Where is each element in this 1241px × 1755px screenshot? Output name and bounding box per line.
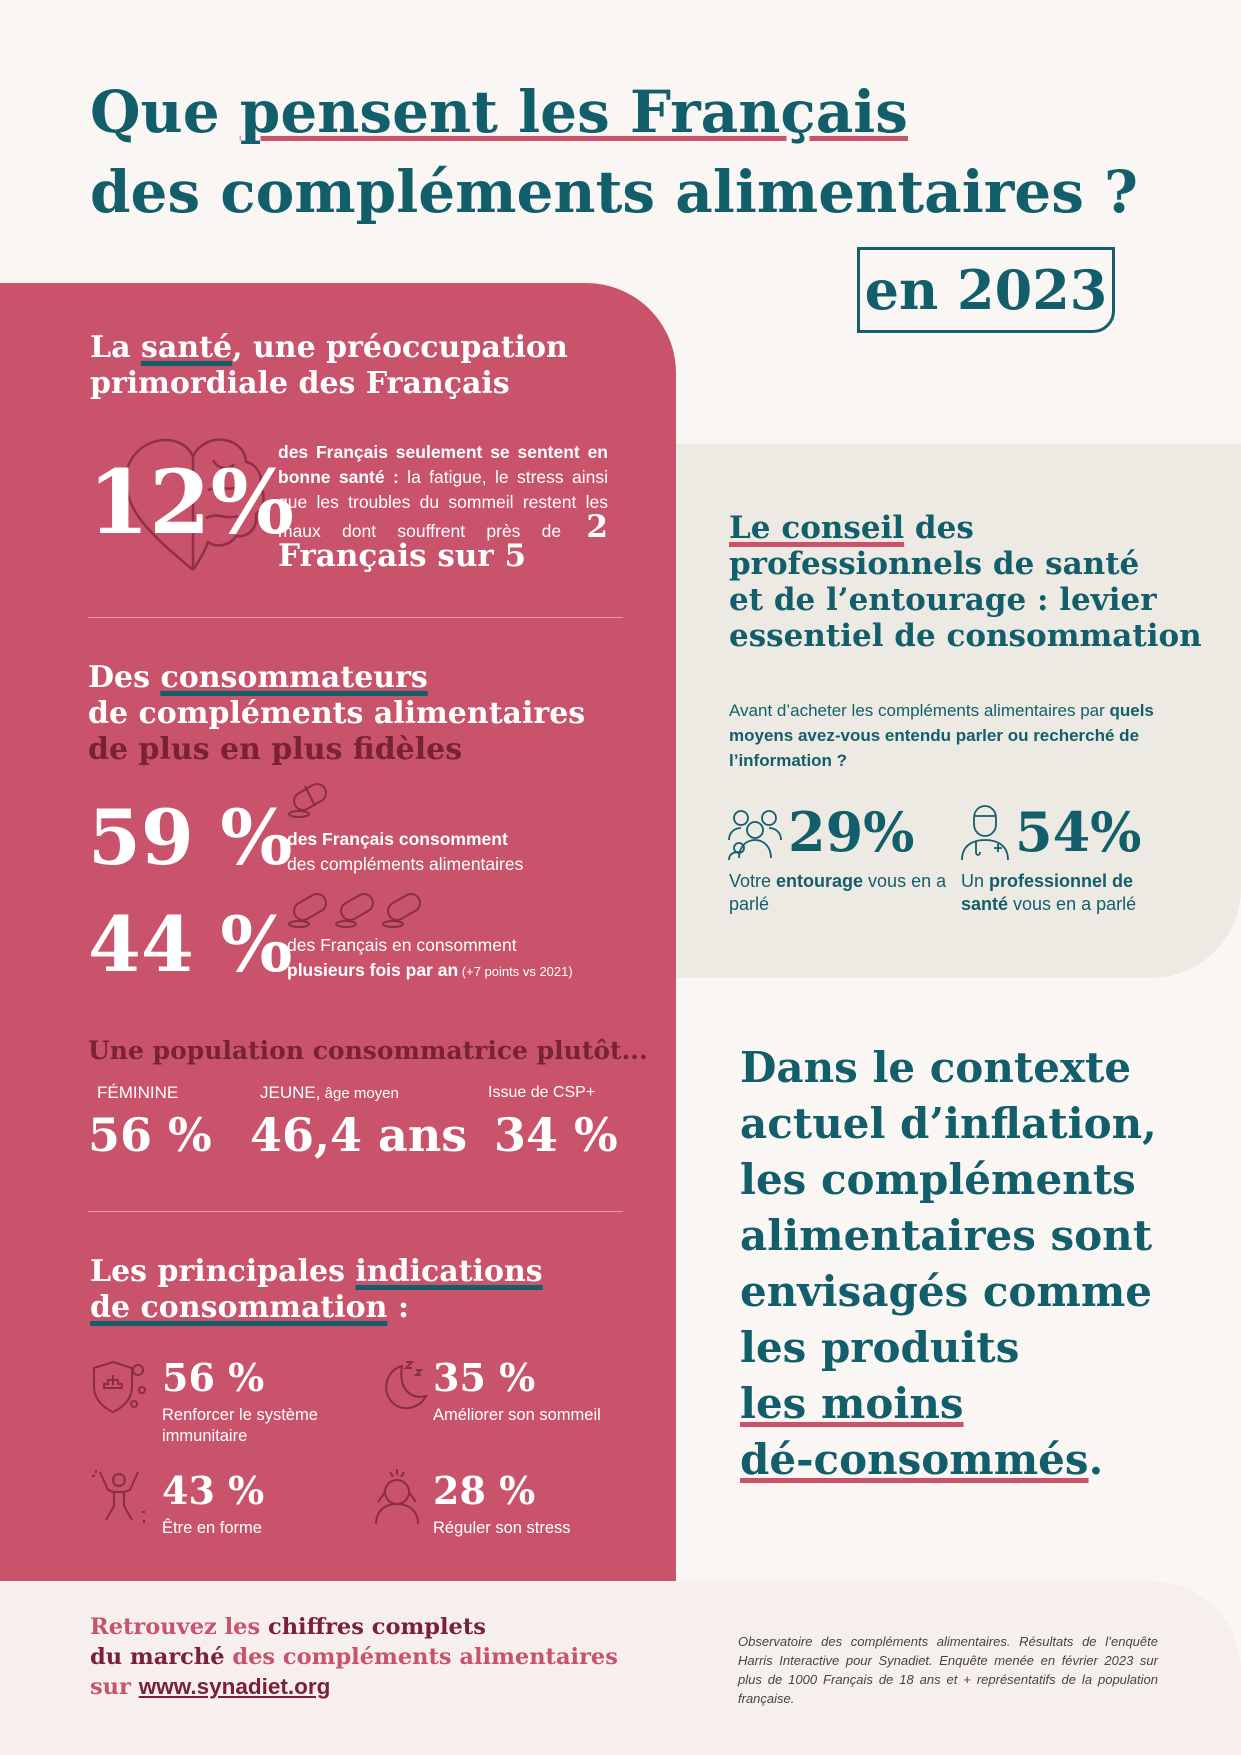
advice-stat-professional: 54% (1015, 800, 1142, 864)
population-value-csp: 34 % (494, 1108, 618, 1162)
indication-label-stress: Réguler son stress (433, 1519, 571, 1537)
population-heading: Une population consommatrice plutôt... (88, 1036, 648, 1065)
capsules-icon (285, 890, 430, 930)
consumers-text-1: des Français consomment des compléments alimentaires (287, 829, 524, 874)
consumers-heading: Des consommateurs de compléments alimentaires de plus en plus fidèles (88, 660, 586, 767)
synadiet-link[interactable]: www.synadiet.org (138, 1674, 331, 1699)
health-stat: 12% (88, 450, 295, 554)
consumers-stat-2: 44 % (88, 900, 293, 989)
health-heading: La santé, une préoccupation primordiale des Français (90, 330, 568, 401)
inflation-quote: Dans le contexte actuel d’inflation, les compléments alimentaires sont envisagés comme les produits les moins dé-consommés. (740, 1043, 1157, 1484)
indication-label-sleep: Améliorer son sommeil (433, 1406, 601, 1424)
indication-value-immune: 56 % (162, 1355, 265, 1400)
divider (88, 1211, 623, 1212)
indication-value-sleep: 35 % (433, 1355, 536, 1400)
people-group-icon (727, 804, 783, 860)
footer-cta: Retrouvez les chiffres complets du marché des compléments alimentaires sur www.synadiet.org (90, 1614, 618, 1700)
advice-question: Avant d’acheter les compléments alimentaires par quels moyens avez-vous entendu parler ou recherché de l’information ? (729, 701, 1154, 770)
population-value-female: 56 % (88, 1108, 212, 1162)
population-value-young: 46,4 ans (250, 1108, 468, 1162)
population-label-young: JEUNE, âge moyen (260, 1083, 399, 1102)
consumers-text-2: des Français en consomment plusieurs fois par an (+7 points vs 2021) (287, 935, 573, 980)
advice-label-professional: Un professionnel de santé vous en a parlé (961, 871, 1137, 914)
source-note: Observatoire des compléments alimentaires. Résultats de l’enquête Harris Interactive pour Synadiet. Enquête menée en février 2023 sur plus de 1000 Français de 18 ans et + représentatifs de la population française. (738, 1634, 1158, 1706)
doctor-icon (960, 804, 1010, 860)
health-text: des Français seulement se sentent en bonne santé : la fatigue, le stress ainsi que les troubles du sommeil restent les maux dont souffrent près de 2 Français sur 5 (278, 442, 608, 574)
fitness-person-icon (88, 1466, 150, 1528)
indication-value-fitness: 43 % (162, 1468, 265, 1513)
sleep-moon-icon (372, 1356, 434, 1418)
page-title: Que pensent les Français des compléments alimentaires ? (90, 78, 1139, 226)
indication-label-fitness: Être en forme (162, 1519, 262, 1537)
consumers-stat-1: 59 % (88, 793, 293, 882)
stress-head-icon (366, 1466, 428, 1528)
divider (88, 617, 623, 618)
health-highlight: 2 Français sur 5 (278, 509, 608, 574)
indication-value-stress: 28 % (433, 1468, 536, 1513)
indication-label-immune: Renforcer le système immunitaire (162, 1406, 318, 1445)
advice-stat-entourage: 29% (788, 800, 915, 864)
immune-shield-icon (88, 1356, 150, 1418)
population-label-female: FÉMININE (97, 1083, 179, 1102)
advice-label-entourage: Votre entourage vous en a parlé (729, 871, 947, 914)
advice-heading: Le conseil des professionnels de santé et de l’entourage : levier essentiel de consommation (729, 510, 1202, 654)
capsule-icon (285, 780, 335, 820)
indications-heading: Les principales indications de consommation : (90, 1254, 543, 1325)
population-label-csp: Issue de CSP+ (488, 1084, 596, 1101)
year-badge: en 2023 (857, 247, 1115, 333)
